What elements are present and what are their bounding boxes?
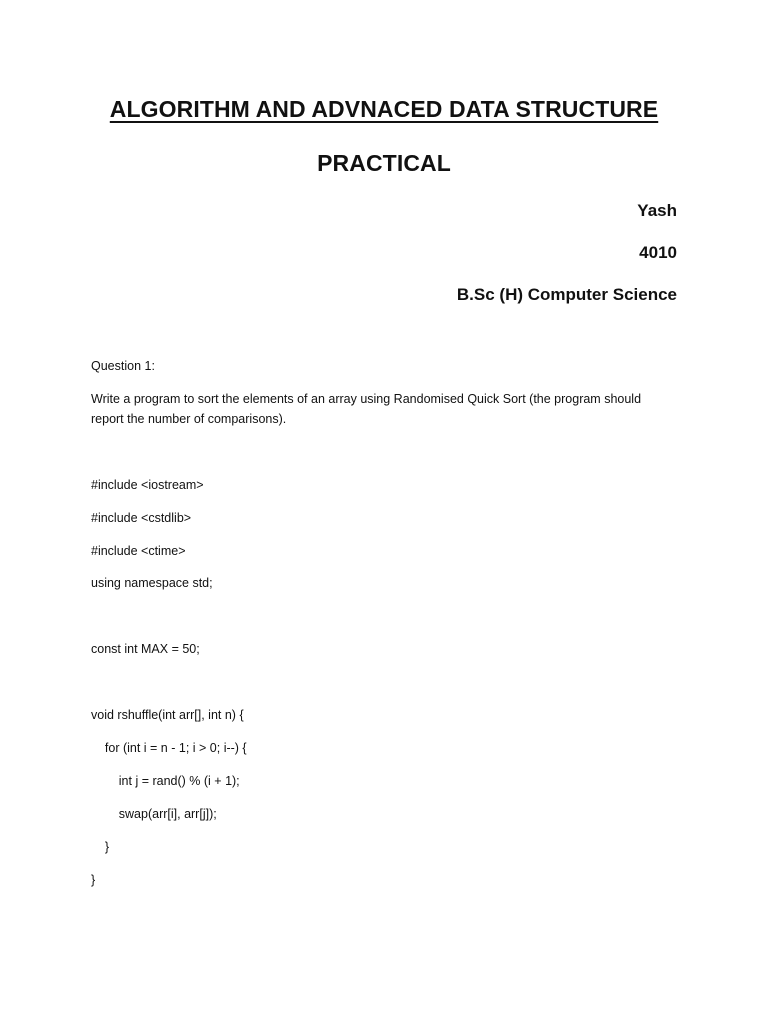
code-line: void rshuffle(int arr[], int n) { [91,708,244,722]
code-line: swap(arr[i], arr[j]); [91,807,217,821]
code-line: for (int i = n - 1; i > 0; i--) { [91,741,247,755]
code-line: } [91,840,110,854]
document-title: ALGORITHM AND ADVNACED DATA STRUCTURE [109,96,659,122]
question-text: Write a program to sort the elements of an array using Randomised Quick Sort (the program should report the number of comparisons). [91,392,642,426]
code-line: using namespace std; [91,576,213,590]
student-name: Yash [637,201,677,220]
roll-number: 4010 [639,243,677,262]
document-subtitle: PRACTICAL [317,150,451,176]
code-line: #include <ctime> [91,544,186,558]
code-line: #include <iostream> [91,478,204,492]
question-label: Question 1: [91,359,155,373]
code-line: } [91,873,96,887]
code-line: const int MAX = 50; [91,642,200,656]
course-name: B.Sc (H) Computer Science [456,285,677,304]
code-line: int j = rand() % (i + 1); [91,774,240,788]
code-line: #include <cstdlib> [91,511,192,525]
